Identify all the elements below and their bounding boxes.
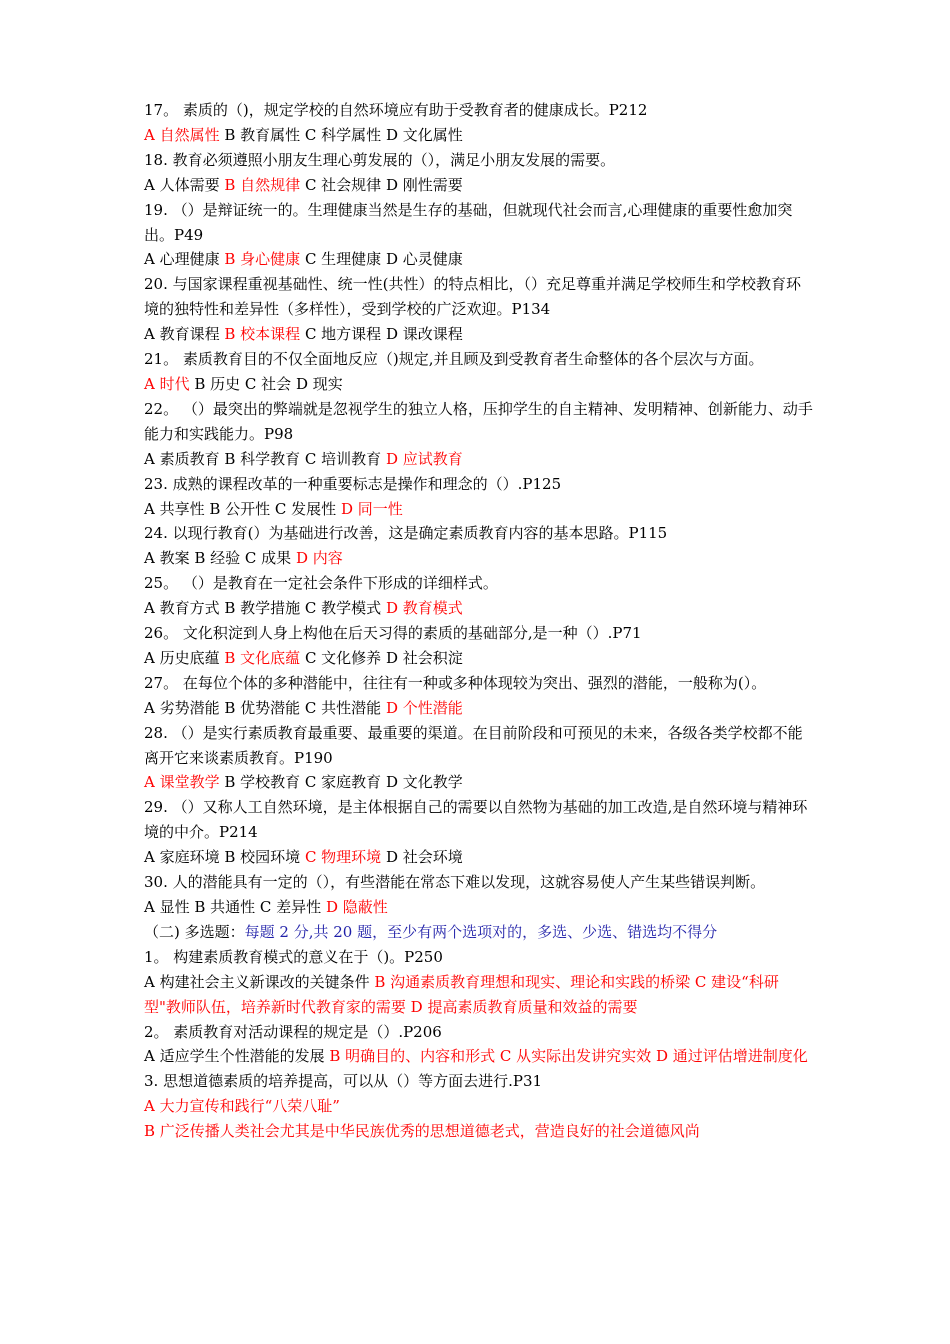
question-stem: 19. （）是辩证统一的。生理健康当然是生存的基础，但就现代社会而言,心理健康的重要性愈加突出。P49 bbox=[144, 200, 793, 244]
option-text: B 历史 C 社会 D 现实 bbox=[189, 374, 343, 393]
question-text bbox=[144, 721, 814, 771]
question-text bbox=[144, 1069, 814, 1094]
option-text: A 构建社会主义新课改的关键条件 bbox=[144, 972, 375, 991]
question-text bbox=[144, 98, 814, 123]
question-stem: 1。 构建素质教育模式的意义在于（)。P250 bbox=[144, 947, 443, 966]
correct-answer: B 广泛传播人类社会尤其是中华民族优秀的思想道德老式，营造良好的社会道德风尚 bbox=[144, 1122, 700, 1141]
question-stem: 28. （）是实行素质教育最重要、最重要的渠道。在目前阶段和可预见的未来，各级各类学校都不能离开它来谈素质教育。P190 bbox=[144, 723, 803, 767]
correct-answer: D 个性潜能 bbox=[385, 698, 463, 717]
option-text: A 共享性 B 公开性 C 发展性 bbox=[144, 499, 341, 518]
option-text: A 劣势潜能 B 优势潜能 C 共性潜能 bbox=[144, 698, 386, 717]
answer-options bbox=[144, 123, 814, 148]
question-stem: 18. 教育必须遵照小朋友生理心剪发展的（），满足小朋友发展的需要。 bbox=[144, 150, 616, 169]
question-stem: 24. 以现行教育(）为基础进行改善，这是确定素质教育内容的基本思路。P115 bbox=[144, 524, 668, 543]
answer-options bbox=[144, 596, 814, 621]
question-stem: 29. （）又称人工自然环境，是主体根据自己的需要以自然物为基础的加工改造,是自然环境与精神环境的中介。P214 bbox=[144, 798, 808, 842]
correct-answer: B 沟通素质教育理想和现实、理论和实践的桥梁 C 建设“科研型"教师队伍，培养新时代教育家的需要 D 提高素质教育质量和效益的需要 bbox=[144, 972, 779, 1016]
question-stem: 22。 （）最突出的弊端就是忽视学生的独立人格，压抑学生的自主精神、发明精神、创新能力、动手能力和实践能力。P98 bbox=[144, 399, 813, 443]
question-text bbox=[144, 571, 814, 596]
question-stem: 21。 素质教育目的不仅全面地反应（)规定,并且顾及到受教育者生命整体的各个层次与方面。 bbox=[144, 350, 764, 369]
question-stem: 23. 成熟的课程改革的一种重要标志是操作和理念的（）.P125 bbox=[144, 474, 562, 493]
answer-options bbox=[144, 646, 814, 671]
question-text bbox=[144, 945, 814, 970]
answer-options bbox=[144, 895, 814, 920]
question-stem: 26。 文化积淀到人身上构他在后天习得的素质的基础部分,是一种（）.P71 bbox=[144, 624, 642, 643]
question-stem: 3. 思想道德素质的培养提高，可以从（）等方面去进行.P31 bbox=[144, 1072, 543, 1091]
option-text: C 生理健康 D 心灵健康 bbox=[300, 250, 463, 269]
correct-answer: A 课堂教学 bbox=[144, 773, 220, 792]
correct-answer: D 教育模式 bbox=[385, 599, 463, 618]
question-text bbox=[144, 198, 814, 248]
answer-options bbox=[144, 497, 814, 522]
option-text: A 人体需要 bbox=[144, 175, 225, 194]
option-text: A 心理健康 bbox=[144, 250, 225, 269]
question-stem: 20. 与国家课程重视基础性、统一性(共性）的特点相比，（）充足尊重并满足学校师生和学校教育环境的独特性和差异性（多样性），受到学校的广泛欢迎。P134 bbox=[144, 275, 801, 319]
option-text: C 文化修养 D 社会积淀 bbox=[300, 648, 463, 667]
correct-answer: D 同一性 bbox=[340, 499, 403, 518]
option-text: D 社会环境 bbox=[381, 848, 463, 867]
option-text: A 历史底蕴 bbox=[144, 648, 225, 667]
correct-answer: D 隐蔽性 bbox=[325, 898, 388, 916]
answer-options bbox=[144, 1119, 814, 1144]
correct-answer: D 内容 bbox=[295, 549, 343, 568]
correct-answer: A 大力宣传和践行“八荣八耻” bbox=[144, 1097, 340, 1116]
option-text: A 教案 B 经验 C 成果 bbox=[144, 549, 296, 568]
answer-options bbox=[144, 372, 814, 397]
answer-options bbox=[144, 546, 814, 571]
option-text: B 学校教育 C 家庭教育 D 文化教学 bbox=[219, 773, 463, 792]
option-text: C 地方课程 D 课改课程 bbox=[300, 325, 463, 344]
answer-options bbox=[144, 173, 814, 198]
document-body bbox=[144, 98, 814, 1144]
answer-options bbox=[144, 970, 814, 1020]
question-text bbox=[144, 621, 814, 646]
answer-options bbox=[144, 1044, 814, 1069]
correct-answer: B 自然规律 bbox=[224, 175, 301, 194]
correct-answer: B 明确目的、内容和形式 C 从实际出发讲究实效 D 通过评估增进制度化 bbox=[329, 1047, 808, 1066]
correct-answer: A 时代 bbox=[144, 374, 190, 393]
question-stem: 30. 人的潜能具有一定的（），有些潜能在常态下难以发现，这就容易使人产生某些错误判断。 bbox=[144, 873, 766, 892]
correct-answer: B 身心健康 bbox=[224, 250, 301, 269]
option-text: A 教育课程 bbox=[144, 325, 225, 344]
correct-answer: B 文化底蕴 bbox=[224, 648, 301, 667]
option-text: C 社会规律 D 刚性需要 bbox=[300, 175, 463, 194]
answer-options bbox=[144, 322, 814, 347]
correct-answer: C 物理环境 bbox=[304, 848, 382, 867]
section-title: （二) 多选题： bbox=[144, 922, 245, 941]
question-text bbox=[144, 795, 814, 845]
question-text bbox=[144, 521, 814, 546]
answer-options bbox=[144, 845, 814, 870]
question-text bbox=[144, 397, 814, 447]
question-stem: 2。 素质教育对活动课程的规定是（）.P206 bbox=[144, 1022, 442, 1041]
section-heading bbox=[144, 920, 814, 945]
question-text bbox=[144, 671, 814, 696]
question-text bbox=[144, 870, 814, 895]
answer-options bbox=[144, 247, 814, 272]
option-text: A 素质教育 B 科学教育 C 培训教育 bbox=[144, 449, 386, 468]
correct-answer: B 校本课程 bbox=[224, 325, 301, 344]
question-text bbox=[144, 347, 814, 372]
correct-answer: A 自然属性 bbox=[144, 125, 220, 144]
question-text bbox=[144, 272, 814, 322]
answer-options bbox=[144, 447, 814, 472]
option-text: A 家庭环境 B 校园环境 bbox=[144, 848, 305, 867]
question-stem: 25。 （）是教育在一定社会条件下形成的详细样式。 bbox=[144, 574, 498, 593]
answer-options bbox=[144, 770, 814, 795]
question-text bbox=[144, 1020, 814, 1045]
question-stem: 17。 素质的（)，规定学校的自然环境应有助于受教育者的健康成长。P212 bbox=[144, 101, 648, 119]
answer-options bbox=[144, 696, 814, 721]
question-list bbox=[144, 98, 814, 1144]
option-text: A 教育方式 B 教学措施 C 教学模式 bbox=[144, 599, 386, 618]
question-text bbox=[144, 472, 814, 497]
option-text: A 显性 B 共通性 C 差异性 bbox=[144, 898, 326, 916]
question-text bbox=[144, 148, 814, 173]
option-text: A 适应学生个性潜能的发展 bbox=[144, 1047, 330, 1066]
answer-options bbox=[144, 1094, 814, 1119]
option-text: B 教育属性 C 科学属性 D 文化属性 bbox=[219, 125, 463, 144]
question-stem: 27。 在每位个体的多种潜能中，往往有一种或多种体现较为突出、强烈的潜能，一般称为(）。 bbox=[144, 673, 767, 692]
correct-answer: D 应试教育 bbox=[385, 449, 463, 468]
section-instructions: 每题 2 分,共 20 题，至少有两个选项对的，多选、少选、错选均不得分 bbox=[244, 922, 718, 941]
